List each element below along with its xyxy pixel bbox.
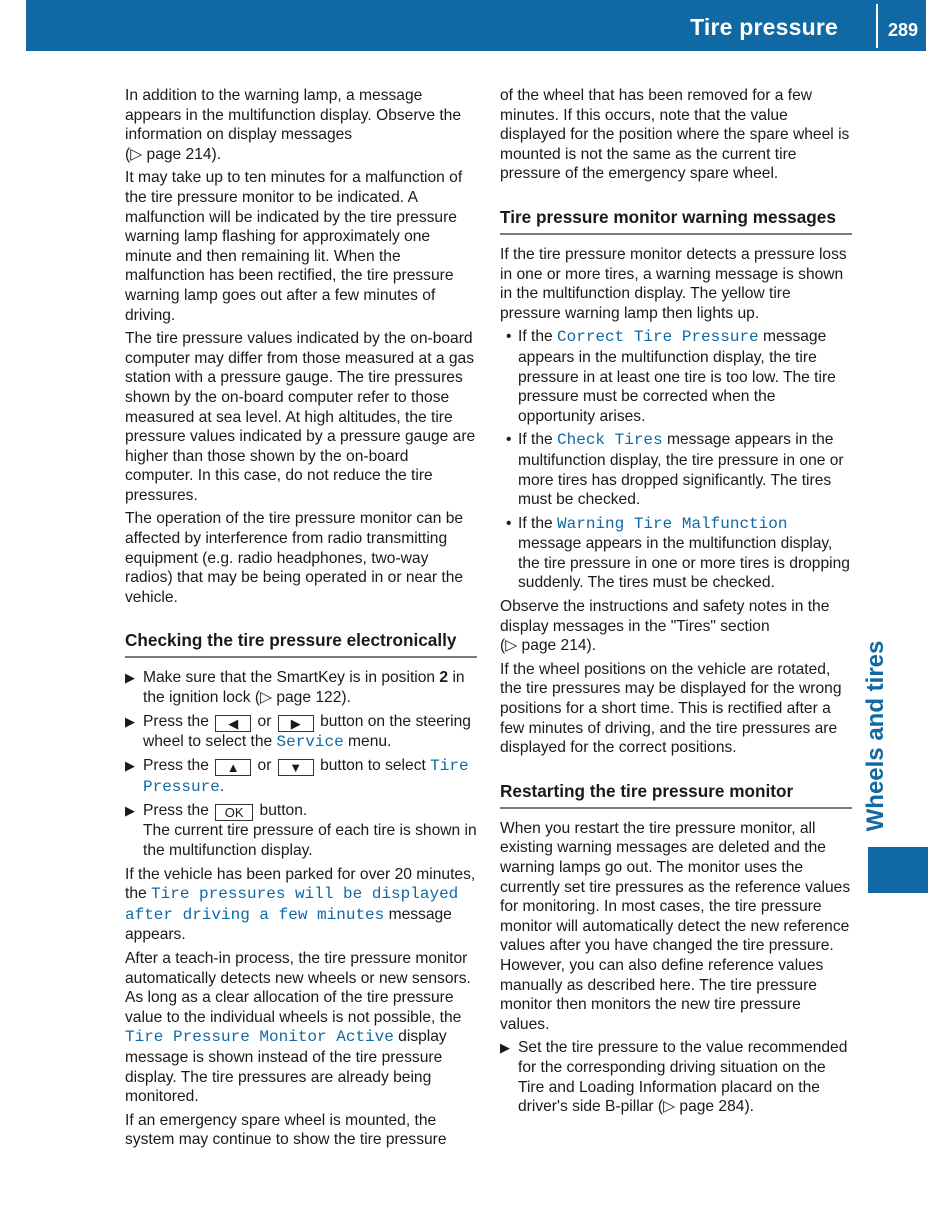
section-heading-checking: Checking the tire pressure electronically <box>125 629 477 658</box>
up-arrow-key-icon: ▲ <box>215 759 251 776</box>
list-item: • If the Correct Tire Pressure message appears in the multifunction display, the tire pressure in at least one tire is too low. The tire pressure must be corrected when the opportunity arises. <box>506 328 836 425</box>
paragraph: If the wheel positions on the vehicle are rotated, the tire pressures may be displayed for the wrong positions for a short time. This is rectified after a few minutes of driving, and the tire pressures are displayed for the correct positions. <box>500 660 842 757</box>
list-item: ▶ Press the OK button. The current tire pressure of each tire is shown in the multifunction display. <box>125 802 477 859</box>
display-message: Tire Pressure Monitor Active <box>125 1028 394 1047</box>
paragraph: It may take up to ten minutes for a malfunction of the tire pressure monitor to be indicated. A malfunction will be indicated by the tire pressure warning lamp flashing for approximately one minute and then remaining lit. When the malfunction has been rectified, the tire pressure warning lamp goes out after a few minutes of driving. <box>125 169 463 324</box>
list-item: ▶ Press the ◀ or ▶ button on the steering wheel to select the Service menu. <box>125 712 471 751</box>
display-message: Warning Tire Malfunction <box>557 514 788 533</box>
paragraph: Observe the instructions and safety notes in the display messages in the "Tires" section (▷ page 214). <box>500 598 830 655</box>
step-arrow-icon: ▶ <box>125 803 135 819</box>
paragraph: In addition to the warning lamp, a message appears in the multifunction display. Observe the information on display messages (▷ page 214). <box>125 87 462 163</box>
left-arrow-key-icon: ◀ <box>215 715 251 732</box>
steps-list <box>500 1038 852 1116</box>
bullet-list <box>500 327 852 593</box>
page-reference[interactable]: (▷ page 214). <box>125 145 222 163</box>
list-item: ▶ Set the tire pressure to the value recommended for the corresponding driving situation on the Tire and Loading Information placard on the driver's side B-pillar (▷ page 284). <box>500 1039 848 1116</box>
side-tab-marker <box>868 847 928 893</box>
right-column <box>500 86 852 1121</box>
paragraph: The operation of the tire pressure monitor can be affected by interference from radio transmitting equipment (e.g. radio headphones, two-way radios) that may be being operated in or near the vehicle. <box>125 510 464 606</box>
paragraph: If the tire pressure monitor detects a pressure loss in one or more tires, a warning message is shown in the multifunction display. The yellow tire pressure warning lamp then lights up. <box>500 245 847 322</box>
step-arrow-icon: ▶ <box>125 713 135 729</box>
list-item: • If the Warning Tire Malfunction message appears in the multifunction display, the tire pressure in one or more tires is dropping suddenly. The tires must be checked. <box>506 514 850 592</box>
list-item: ▶ Press the ▲ or ▼ button to select Tire Pressure. <box>125 757 469 796</box>
steps-list <box>125 668 477 860</box>
paragraph: of the wheel that has been removed for a few minutes. If this occurs, note that the value displayed for the position where the spare wheel is mounted is not the same as the current tire pressure of the emergency spare wheel. <box>500 87 850 183</box>
left-column <box>125 86 477 1154</box>
page-title: Tire pressure <box>690 14 838 40</box>
paragraph: After a teach-in process, the tire pressure monitor automatically detects new wheels or new sensors. As long as a clear allocation of the tire pressure value to the individual wheels is not possible, the Tire Pressure Monitor Active display message is shown instead of the tire pressure display. The tire pressures are already being monitored. <box>125 949 471 1106</box>
page-reference[interactable]: (▷ page 214). <box>500 637 597 655</box>
menu-name: Tire Pressure <box>143 757 469 796</box>
ok-key-icon: OK <box>215 804 253 821</box>
display-message: Check Tires <box>557 431 663 450</box>
step-result: The current tire pressure of each tire is shown in the multifunction display. <box>143 822 477 859</box>
list-item: • If the Check Tires message appears in the multifunction display, the tire pressure in one or more tires has dropped significantly. The tires must be checked. <box>506 431 844 509</box>
paragraph: If the vehicle has been parked for over 20 minutes, the Tire pressures will be displayed after driving a few minutes message appears. <box>125 865 476 944</box>
step-arrow-icon: ▶ <box>125 670 135 686</box>
paragraph: The tire pressure values indicated by the on-board computer may differ from those measured at a gas station with a pressure gauge. The tire pressures shown by the on-board computer refer to those measured at sea level. At high altitudes, the tire pressure values indicated by a pressure gauge are higher than those shown by the on-board computer. In this case, do not reduce the tire pressures. <box>125 330 476 504</box>
display-message: Tire pressures will be displayed after driving a few minutes <box>125 885 459 924</box>
list-item: ▶ Make sure that the SmartKey is in position 2 in the ignition lock (▷ page 122). <box>125 669 465 707</box>
header-divider <box>876 4 878 48</box>
down-arrow-key-icon: ▼ <box>278 759 314 776</box>
bullet-icon: • <box>506 328 512 346</box>
step-arrow-icon: ▶ <box>500 1040 510 1056</box>
menu-name: Service <box>276 732 344 751</box>
header-bar <box>26 0 926 51</box>
page-number: 289 <box>888 20 919 40</box>
side-tab-label: Wheels and tires <box>862 640 889 832</box>
display-message: Correct Tire Pressure <box>557 328 759 347</box>
paragraph: If an emergency spare wheel is mounted, the system may continue to show the tire pressure <box>125 1111 447 1149</box>
step-arrow-icon: ▶ <box>125 758 135 774</box>
bullet-icon: • <box>506 514 512 532</box>
bullet-icon: • <box>506 431 512 449</box>
section-heading-warning: Tire pressure monitor warning messages <box>500 206 852 235</box>
paragraph: When you restart the tire pressure monitor, all existing warning messages are deleted and the warning lamps go out. The monitor uses the currently set tire pressures as the reference values for monitoring. In most cases, the tire pressure monitor will automatically detect the new reference values after you have changed the tire pressure. However, you can also define reference values manually as described here. The tire pressure monitor then monitors the new tire pressure values. <box>500 819 851 1033</box>
section-heading-restarting: Restarting the tire pressure monitor <box>500 780 852 809</box>
right-arrow-key-icon: ▶ <box>278 715 314 732</box>
